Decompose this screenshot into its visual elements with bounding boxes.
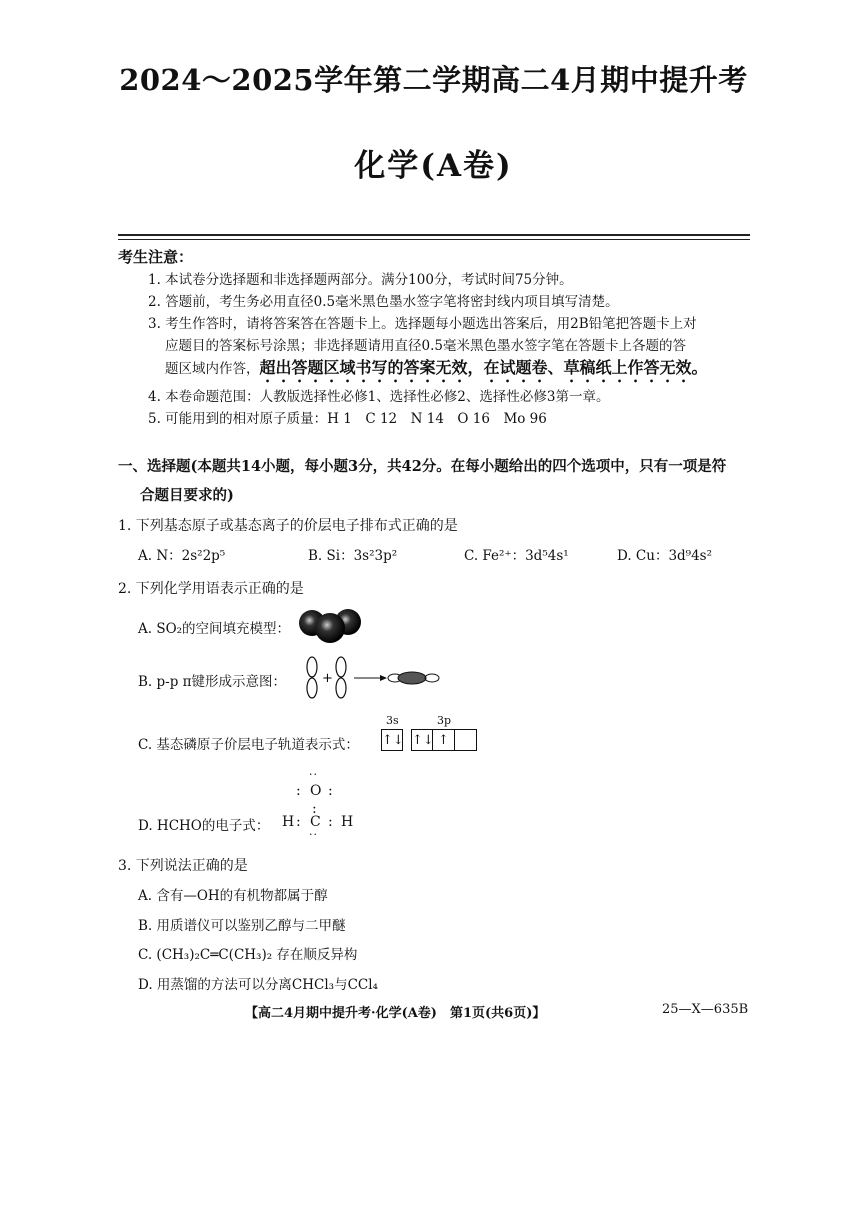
orbital-3s-box [381, 729, 403, 751]
electron-formula-h-left: H [282, 814, 295, 830]
q1-option-d: D. Cu：3d⁹4s² [617, 548, 713, 564]
sulfur-atom [315, 613, 345, 643]
orbital-3p-label: 3p [437, 714, 452, 727]
q1-option-c: C. Fe²⁺：3d⁵4s¹ [464, 548, 569, 564]
notice-item-4: 4. 本卷命题范围：人教版选择性必修1、选择性必修2、选择性必修3第一章。 [148, 389, 610, 405]
notice-item-3c-pre: 题区域内作答， [165, 361, 260, 377]
page-footer: 【高二4月期中提升考·化学(A卷) 第1页(共6页)】 [245, 1006, 546, 1021]
notice-item-5: 5. 可能用到的相对原子质量：H 1 C 12 N 14 O 16 Mo 96 [148, 411, 547, 427]
q2-option-d: D. HCHO的电子式： [138, 818, 270, 834]
bond-overlap [398, 672, 426, 684]
orbital-3p-cell-3 [455, 729, 477, 751]
exam-subtitle: 化学(A卷) [354, 148, 513, 184]
exam-code: 25—X—635B [662, 1002, 749, 1017]
section-1-heading-cont: 合题目要求的) [140, 487, 234, 504]
orbital-3p-cell-2: ↑ [433, 729, 455, 751]
p-p-pi-bond-diagram [300, 656, 450, 700]
p-orbital-lower-left [307, 678, 317, 698]
notice-item-2: 2. 答题前，考生务必用直径0.5毫米黑色墨水签字笔将密封线内项目填写清楚。 [148, 294, 619, 310]
notice-heading: 考生注意： [118, 248, 194, 266]
o-c-bond-pair: : [312, 801, 317, 817]
orbital-3p-boxes [411, 729, 477, 751]
q2-option-a: A. SO₂的空间填充模型： [138, 621, 291, 637]
q2-option-c: C. 基态磷原子价层电子轨道表示式： [138, 737, 359, 753]
divider-thick [118, 234, 750, 236]
orbital-3s-cell: ↑↓ [381, 729, 403, 751]
notice-item-3c [165, 355, 708, 386]
notice-item-3a: 3. 考生作答时，请将答案答在答题卡上。选择题每小题选出答案后，用2B铅笔把答题卡上对 [148, 316, 697, 332]
q3-option-a: A. 含有—OH的有机物都属于醇 [138, 888, 328, 904]
q1-stem: 1. 下列基态原子或基态离子的价层电子排布式正确的是 [118, 518, 458, 534]
orbital-3p-cell-1: ↑↓ [411, 729, 433, 751]
c-bottom-dots: ·· [309, 828, 318, 841]
o-left-lone-pair: : [296, 783, 301, 799]
q3-stem: 3. 下列说法正确的是 [118, 858, 248, 874]
p-orbital-lower-right [336, 678, 346, 698]
q2-stem: 2. 下列化学用语表示正确的是 [118, 581, 304, 597]
q3-option-d: D. 用蒸馏的方法可以分离CHCl₃与CCl₄ [138, 977, 378, 993]
so2-space-filling-model [296, 605, 366, 645]
o-right-lone-pair: : [328, 783, 333, 799]
exam-title: 2024～2025学年第二学期高二4月期中提升考 [119, 63, 748, 97]
section-1-heading: 一、选择题(本题共14小题，每小题3分，共42分。在每小题给出的四个选项中，只有一项是符 [118, 458, 727, 475]
lobe-right [425, 674, 439, 682]
q2-option-b: B. p-p π键形成示意图： [138, 674, 287, 690]
h-c-bond-pair-left: : [296, 814, 301, 830]
electron-formula-o: O [310, 783, 322, 799]
h-c-bond-pair-right: : [328, 814, 333, 830]
q3-option-b: B. 用质谱仪可以鉴别乙醇与二甲醚 [138, 918, 346, 934]
arrow-head [380, 675, 387, 681]
orbital-3s-label: 3s [386, 714, 399, 727]
p-orbital-upper-right [336, 657, 346, 677]
p-orbital-upper-left [307, 657, 317, 677]
notice-item-1: 1. 本试卷分选择题和非选择题两部分。满分100分，考试时间75分钟。 [148, 272, 573, 288]
q3-option-c: C. (CH₃)₂C═C(CH₃)₂ 存在顺反异构 [138, 947, 358, 963]
electron-formula-h-right: H [341, 814, 354, 830]
q1-option-a: A. N：2s²2p⁵ [138, 548, 226, 564]
plus-sign: + [322, 671, 333, 686]
notice-item-3b: 应题目的答案标号涂黑；非选择题请用直径0.5毫米黑色墨水签字笔在答题卡上各题的答 [165, 338, 686, 354]
notice-item-3c-emphasis: 超出答题区域书写的答案无效，在试题卷、草稿纸上作答无效。 [259, 358, 708, 377]
o-top-lone-pair: ·· [309, 768, 318, 781]
electron-formula-c: C [310, 814, 321, 830]
divider-thin [118, 239, 750, 240]
q1-option-b: B. Si：3s²3p² [308, 548, 398, 564]
